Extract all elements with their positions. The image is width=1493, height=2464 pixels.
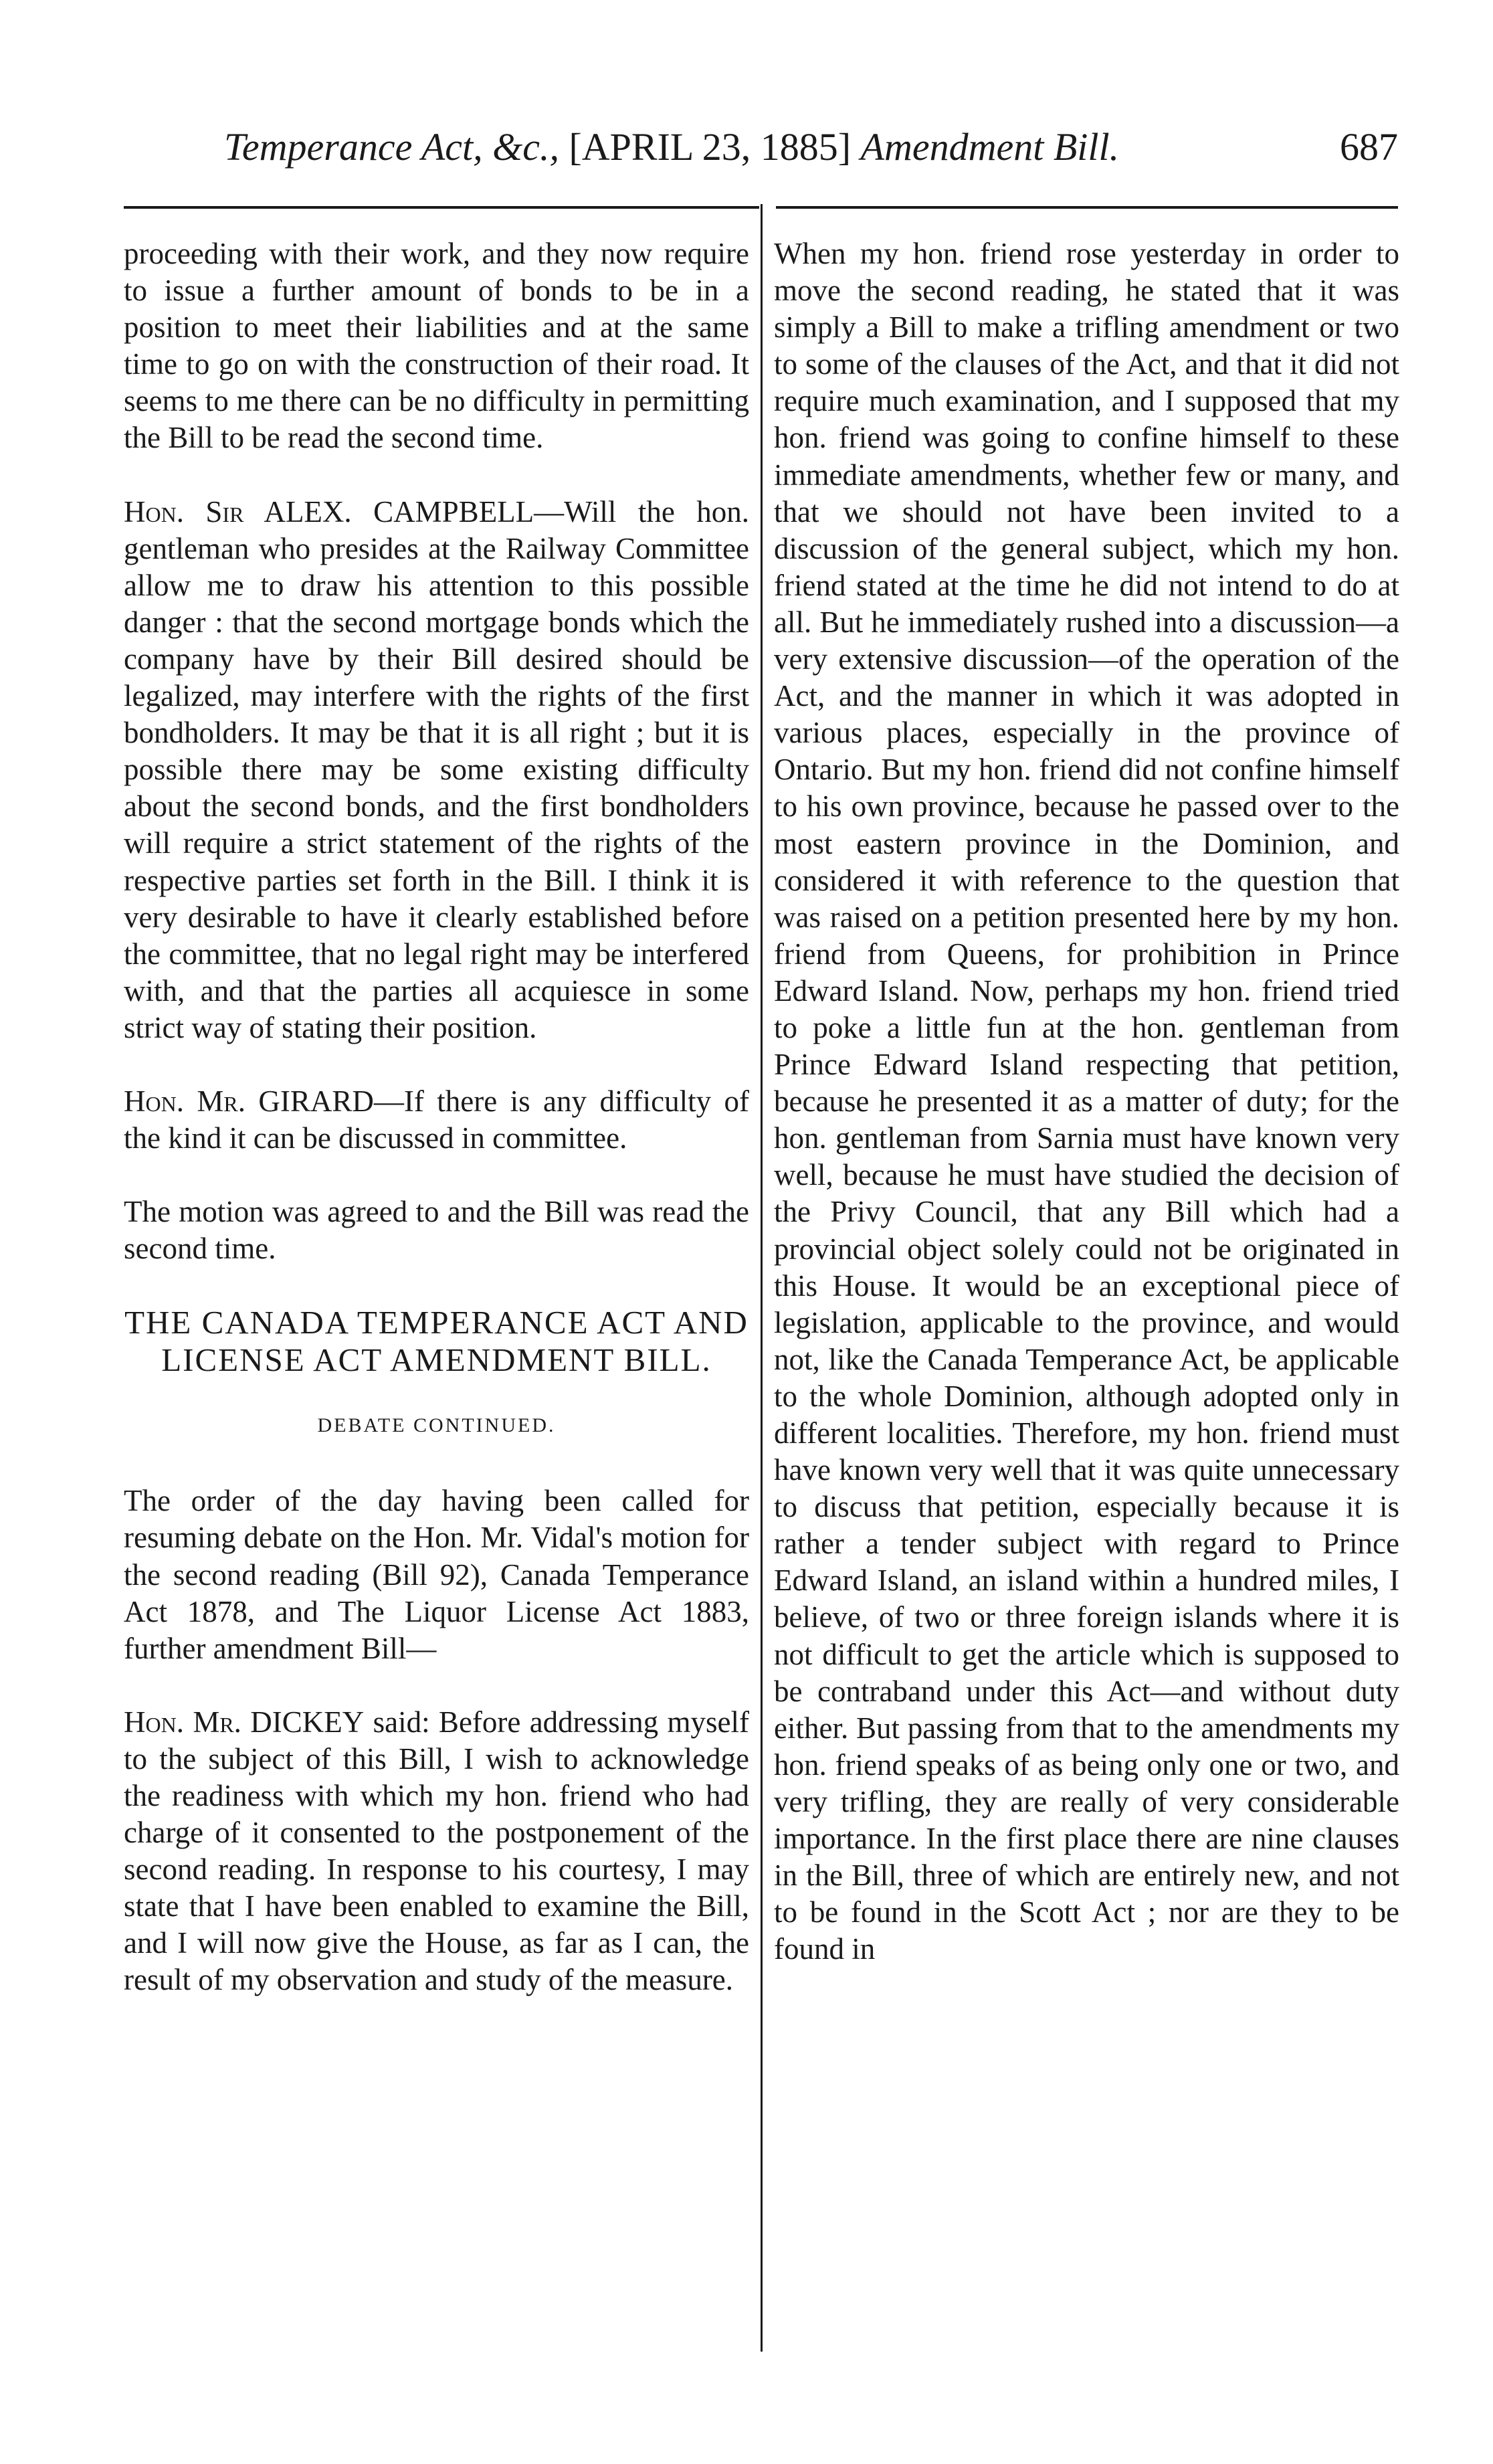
speaker-name: Hon. Mr. GIRARD	[124, 1084, 374, 1118]
column-divider	[761, 204, 763, 2352]
header-rule-left	[124, 206, 759, 209]
header-rule-right	[776, 206, 1398, 209]
right-column	[774, 235, 1399, 1968]
speech-text: —If there is any difficulty of the kind it can be discussed in committee.	[124, 1084, 749, 1155]
paragraph: The order of the day having been called for resuming debate on the Hon. Mr. Vidal's motion for the second reading (Bill 92), Canada Temperance Act 1878, and The Liquor License Act 1883, further amendment Bill—	[124, 1484, 749, 1665]
speaker-name: Hon. Mr. DICKEY	[124, 1705, 365, 1739]
page-number: 687	[1340, 125, 1398, 169]
paragraph	[124, 1083, 749, 1157]
running-title-date: [APRIL 23, 1885]	[559, 125, 861, 169]
running-title-part2: Amendment Bill.	[860, 125, 1120, 169]
running-title	[224, 117, 1119, 177]
paragraph	[124, 1704, 749, 1999]
running-title-part1: Temperance Act, &c.,	[224, 125, 559, 169]
paragraph: When my hon. friend rose yesterday in order to move the second reading, he stated that it was simply a Bill to make a trifling amendment or two to some of the clauses of the Act, and that it did not require much examination, and I supposed that my hon. friend was going to confine himself to these immediate amendments, whether few or many, and that we should not have been invited to a discussion of the general subject, which my hon. friend stated at the time he did not intend to do at all. But he immediately rushed into a discussion—a very extensive discussion—of the operation of the Act, and the manner in which it was adopted in various places, especially in the province of Ontario. But my hon. friend did not confine himself to his own province, because he passed over to the most eastern province in the Dominion, and considered it with reference to the question that was raised on a petition presented here by my hon. friend from Queens, for prohibition in Prince Edward Island. Now, perhaps my hon. friend tried to poke a little fun at the hon. gentleman from Prince Edward Island respecting that petition, because he presented it as a matter of duty; for the hon. gentleman from Sarnia must have known very well, because he must have studied the decision of the Privy Council, that any Bill which had a provincial object solely could not be originated in this House. It would be an exceptional piece of legislation, applicable to the province, and would not, like the Canada Temperance Act, be applicable to the whole Dominion, although adopted only in different localities. Therefore, my hon. friend must have known very well that it was quite unnecessary to discuss that petition, especially because it is rather a tender subject with regard to Prince Edward Island, an island within a hundred miles, I believe, of two or three foreign islands where it is not difficult to get the article which is supposed to be contraband under this Act—and without duty either. But passing from that to the amendments my hon. friend speaks of as being only one or two, and very trifling, they are really of very considerable importance. In the first place there are nine clauses in the Bill, three of which are entirely new, and not to be found in the Scott Act ; nor are they to be found in	[774, 237, 1399, 1966]
paragraph: The motion was agreed to and the Bill was read the second time.	[124, 1195, 749, 1266]
section-subheading: DEBATE CONTINUED.	[317, 1414, 556, 1437]
speaker-name: Hon. Sir ALEX. CAMPBELL	[124, 494, 534, 529]
speech-text: —Will the hon. gentleman who presides at the Railway Committee allow me to draw his attention to this possible danger : that the second mortgage bonds which the company have by their Bill desired should be legalized, may interfere with the rights of the first bondholders. It may be that it is all right ; but it is possible there may be some existing difficulty about the second bonds, and the first bondholders will require a strict statement of the rights of the respective parties set forth in the Bill. I think it is very desirable to have it clearly established before the committee, that no legal right may be interfered with, and that the parties all acquiesce in some strict way of stating their position.	[124, 494, 750, 1044]
paragraph: proceeding with their work, and they now require to issue a further amount of bonds to be in a position to meet their liabilities and at the same time to go on with the construction of their road. It seems to me there can be no difficulty in permitting the Bill to be read the second time.	[124, 237, 749, 455]
left-column	[124, 235, 749, 1999]
paragraph	[124, 494, 749, 1046]
speech-text: said: Before addressing myself to the subject of this Bill, I wish to acknowledge the readiness with which my hon. friend who had charge of it consented to the postponement of the second reading. In response to his courtesy, I may state that I have been enabled to examine the Bill, and I will now give the House, as far as I can, the result of my observation and study of the measure.	[124, 1705, 749, 1997]
page-header	[124, 117, 1398, 177]
section-heading: THE CANADA TEMPERANCE ACT AND LICENSE ACT AMENDMENT BILL.	[124, 1304, 749, 1379]
